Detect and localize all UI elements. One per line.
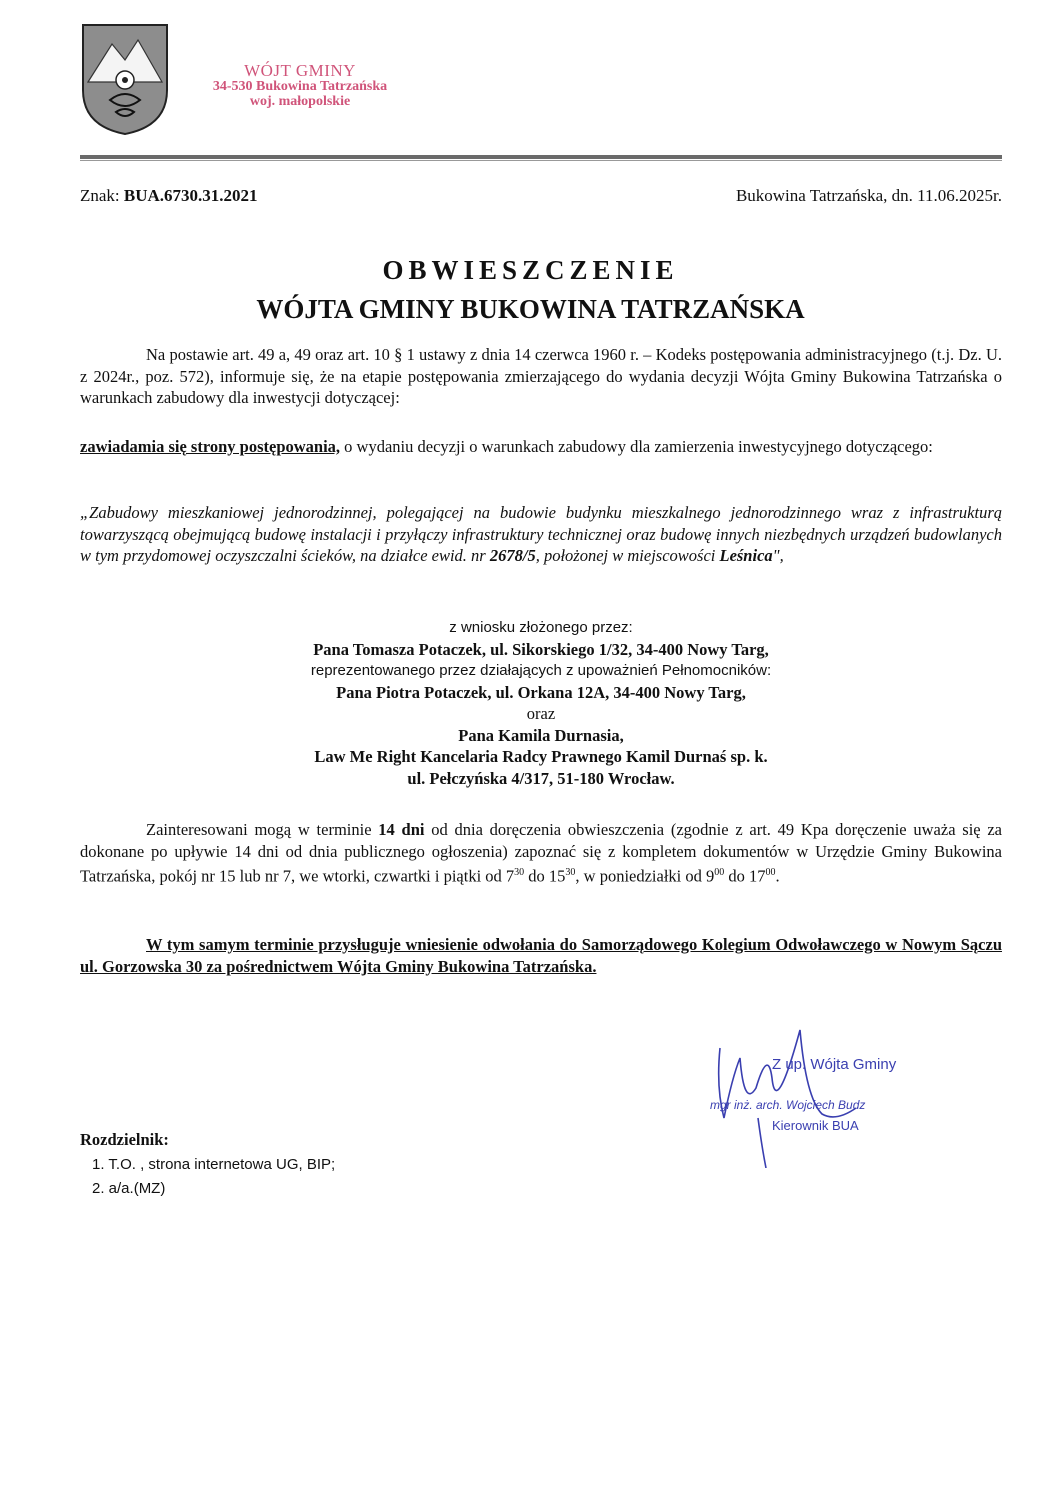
signature-scribble-icon <box>710 1018 930 1168</box>
project-place: Leśnica <box>719 546 773 565</box>
distribution-heading: Rozdzielnik: <box>80 1130 169 1149</box>
intro-paragraph: Na postawie art. 49 a, 49 oraz art. 10 § 1 ustawy z dnia 14 czerwca 1960 r. – Kodeks postępowania administracyjnego (t.j. Dz. U. z 2024r., poz. 572), informuje się, że na etapie postępowania zmierzającego do wydania decyzji Wójta Gminy Bukowina Tatrzańska o warunkach zabudowy dla inwestycji dotyczącej: <box>80 345 1002 407</box>
notice-rest: o wydaniu decyzji o warunkach zabudowy dla zamierzenia inwestycyjnego dotyczącego: <box>340 437 933 456</box>
represented-by: reprezentowanego przez działających z upoważnień Pełnomocników: <box>310 662 772 679</box>
header-rule <box>80 155 1002 159</box>
info-text-d: , w poniedziałki od 9 <box>575 866 715 886</box>
signature-line-2: mgr inż. arch. Wojciech Budz <box>710 1098 866 1112</box>
time-sup-3: 00 <box>714 867 725 878</box>
applicant-block <box>80 617 1002 789</box>
appeal-paragraph: W tym samym terminie przysługuje wniesienie odwołania do Samorządowego Kolegium Odwoławczego w Nowym Sączu ul. Gorzowska 30 za pośrednictwem Wójta Gminy Bukowina Tatrzańska. <box>80 935 1002 976</box>
distribution-item-1: 1. T.O. , strona internetowa UG, BIP; <box>92 1156 336 1173</box>
proxy-2-address: ul. Pełczyńska 4/317, 51-180 Wrocław. <box>407 768 675 788</box>
header-rule-thin <box>80 160 1002 161</box>
proxy-2-firm: Law Me Right Kancelaria Radcy Prawnego Kamil Durnaś sp. k. <box>314 747 768 766</box>
info-text-b: od dnia doręczenia obwieszczenia (zgodnie z art. 49 Kpa doręczenie uważa się za dokonane po upływie 14 dni od dnia publicznego ogłoszenia) zapoznać się z kompletem dokumentów w Urzędzie Gminy Bukowina Tatrzańska, pokój nr 15 lub nr 7, we wtorki, czwartki i piątki od 7 <box>80 820 1003 886</box>
signature-line-1: Z up. Wójta Gminy <box>772 1056 897 1073</box>
notice-bold: zawiadamia się strony postępowania, <box>80 437 341 456</box>
proxy-2-name: Pana Kamila Durnasia, <box>458 725 624 745</box>
reference-number <box>80 186 258 206</box>
info-text-a: Zainteresowani mogą w terminie <box>146 820 379 839</box>
time-sup-2: 30 <box>565 867 576 878</box>
applicant-intro: z wniosku złożonego przez: <box>449 619 633 636</box>
info-days: 14 dni <box>378 820 425 839</box>
notice-paragraph <box>80 436 1002 458</box>
time-sup-4: 00 <box>765 867 776 878</box>
parcel-number: 2678/5 <box>489 546 536 565</box>
time-sup-1: 30 <box>514 867 525 878</box>
signature-line-3: Kierownik BUA <box>772 1118 859 1133</box>
project-description <box>80 502 1002 567</box>
coat-of-arms-icon <box>80 22 170 137</box>
office-stamp <box>200 62 400 109</box>
stamp-line-3: woj. małopolskie <box>249 93 351 109</box>
place-date: Bukowina Tatrzańska, dn. 11.06.2025r. <box>735 186 1002 205</box>
stamp-line-2: 34-530 Bukowina Tatrzańska <box>212 78 388 94</box>
project-text-b: , położonej w miejscowości <box>535 546 720 565</box>
reference-label: Znak: <box>80 186 120 205</box>
reference-value: BUA.6730.31.2021 <box>123 186 258 205</box>
distribution-item-2: 2. a/a.(MZ) <box>92 1180 166 1197</box>
info-text-e: do 17 <box>724 866 766 886</box>
proxy-1: Pana Piotra Potaczek, ul. Orkana 12A, 34-400 Nowy Targ, <box>336 682 746 702</box>
and-word: oraz <box>526 704 556 723</box>
project-text-c: ", <box>772 546 784 565</box>
project-text-a: „Zabudowy mieszkaniowej jednorodzinnej, polegającej na budowie budynku mieszkalnego jednorodzinnego wraz z infrastrukturą towarzyszącą obejmującą budowę instalacji i przyłączy infrastruktury technicznej oraz budowę innych niezbędnych urządzeń budowlanych w tym przydomowej oczyszczalni ścieków, na działce ewid. nr <box>80 503 1002 565</box>
stamp-line-1: WÓJT GMINY <box>244 61 356 80</box>
info-text-c: do 15 <box>524 866 566 886</box>
document-subtitle: WÓJTA GMINY BUKOWINA TATRZAŃSKA <box>256 294 805 324</box>
applicant: Pana Tomasza Potaczek, ul. Sikorskiego 1/32, 34-400 Nowy Targ, <box>313 639 769 659</box>
signature-stamp <box>710 1018 930 1168</box>
info-paragraph <box>80 819 1002 887</box>
info-text-f: . <box>775 866 780 886</box>
document-title: OBWIESZCZENIE <box>382 255 679 285</box>
